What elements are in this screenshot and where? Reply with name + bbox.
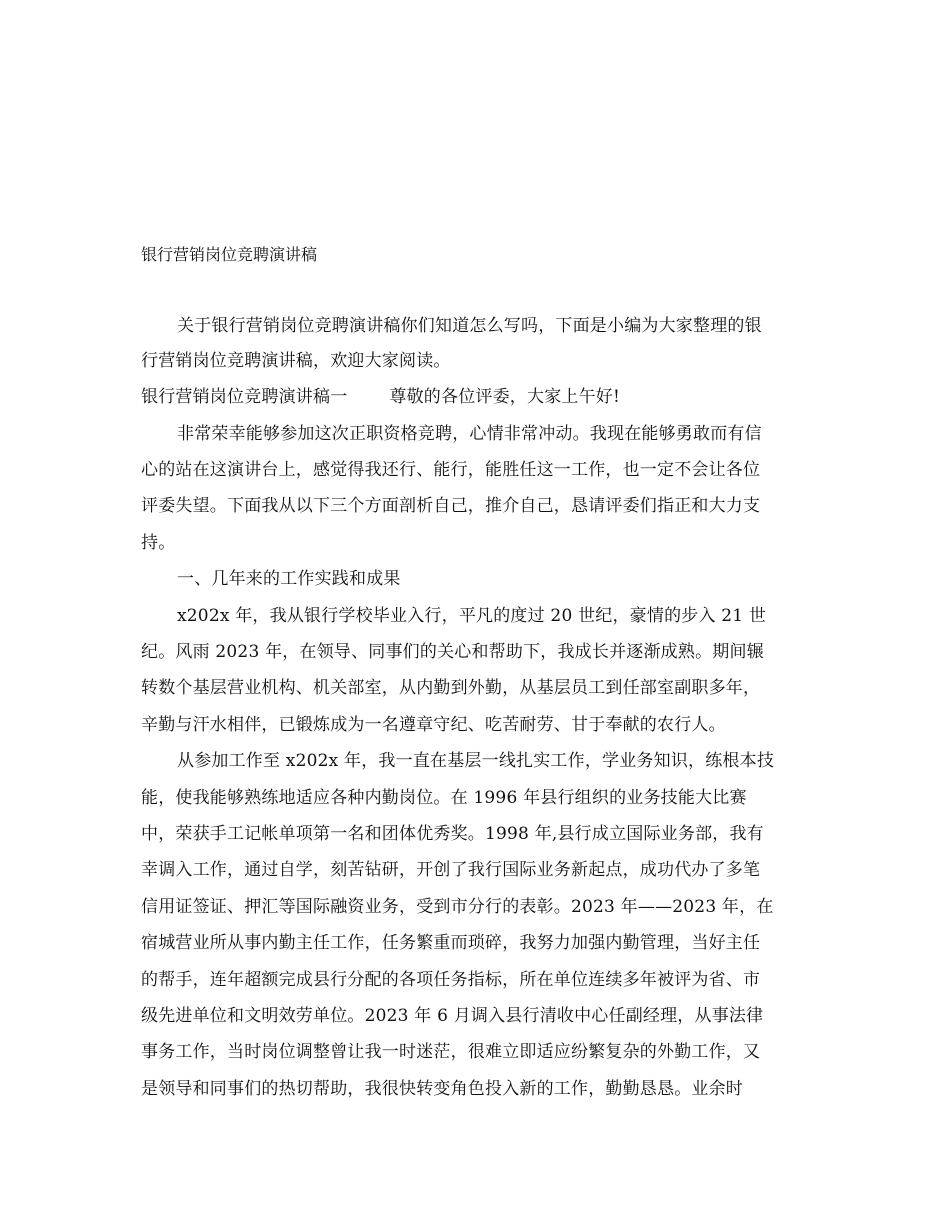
greeting: 尊敬的各位评委，大家上午好! [389,387,621,407]
paragraph-line: 非常荣幸能够参加这次正职资格竞聘，心情非常冲动。我现在能够勇敢而有信 [177,424,762,444]
intro-line-1: 关于银行营销岗位竞聘演讲稿你们知道怎么写吗，下面是小编为大家整理的银 [177,316,762,336]
paragraph-line: 的帮手，连年超额完成县行分配的各项任务指标，所在单位连续多年被评为省、市 [141,970,761,990]
paragraph-line: 评委失望。下面我从以下三个方面剖析自己，推介自己，恳请评委们指正和大力支 [141,496,761,516]
paragraph-line: 纪。风雨 2023 年，在领导、同事们的关心和帮助下，我成长并逐渐成熟。期间辗 [141,642,764,662]
document-title: 银行营销岗位竞聘演讲稿 [141,245,318,264]
section-heading-line [141,385,620,409]
paragraph-line: 转数个基层营业机构、机关部室，从内勤到外勤，从基层员工到任部室副职多年， [141,678,761,698]
speech-heading: 银行营销岗位竞聘演讲稿一 [141,387,348,407]
paragraph-line: x202x 年，我从银行学校毕业入行，平凡的度过 20 世纪，豪情的步入 21 世 [177,606,767,626]
paragraph-line: 宿城营业所从事内勤主任工作，任务繁重而琐碎，我努力加强内勤管理，当好主任 [141,933,761,953]
paragraph-line: 级先进单位和文明效劳单位。2023 年 6 月调入县行清收中心任副经理，从事法律 [141,1006,764,1026]
paragraph-line: 是领导和同事们的热切帮助，我很快转变角色投入新的工作，勤勤恳恳。业余时 [141,1079,743,1099]
intro-line-2: 行营销岗位竞聘演讲稿，欢迎大家阅读。 [141,351,451,371]
paragraph-line: 辛勤与汗水相伴，已锻炼成为一名遵章守纪、吃苦耐劳、甘于奉献的农行人。 [141,715,726,735]
paragraph-line: 事务工作，当时岗位调整曾让我一时迷茫，很难立即适应纷繁复杂的外勤工作，又 [141,1042,761,1062]
paragraph-line: 从参加工作至 x202x 年，我一直在基层一线扎实工作，学业务知识，练根本技 [177,751,775,771]
paragraph-line: 信用证签证、押汇等国际融资业务，受到市分行的表彰。2023 年——2023 年，在 [141,897,774,917]
paragraph-line: 幸调入工作，通过自学，刻苦钻研，开创了我行国际业务新起点，成功代办了多笔 [141,860,761,880]
paragraph-line: 持。 [141,533,176,553]
paragraph-line: 能，使我能够熟练地适应各种内勤岗位。在 1996 年县行组织的业务技能大比赛 [141,788,747,808]
paragraph-line: 心的站在这演讲台上，感觉得我还行、能行，能胜任这一工作，也一定不会让各位 [141,460,761,480]
subheading-line: 一、几年来的工作实践和成果 [177,569,401,589]
paragraph-line: 中，荣获手工记帐单项第一名和团体优秀奖。1998 年,县行成立国际业务部，我有 [141,824,764,844]
